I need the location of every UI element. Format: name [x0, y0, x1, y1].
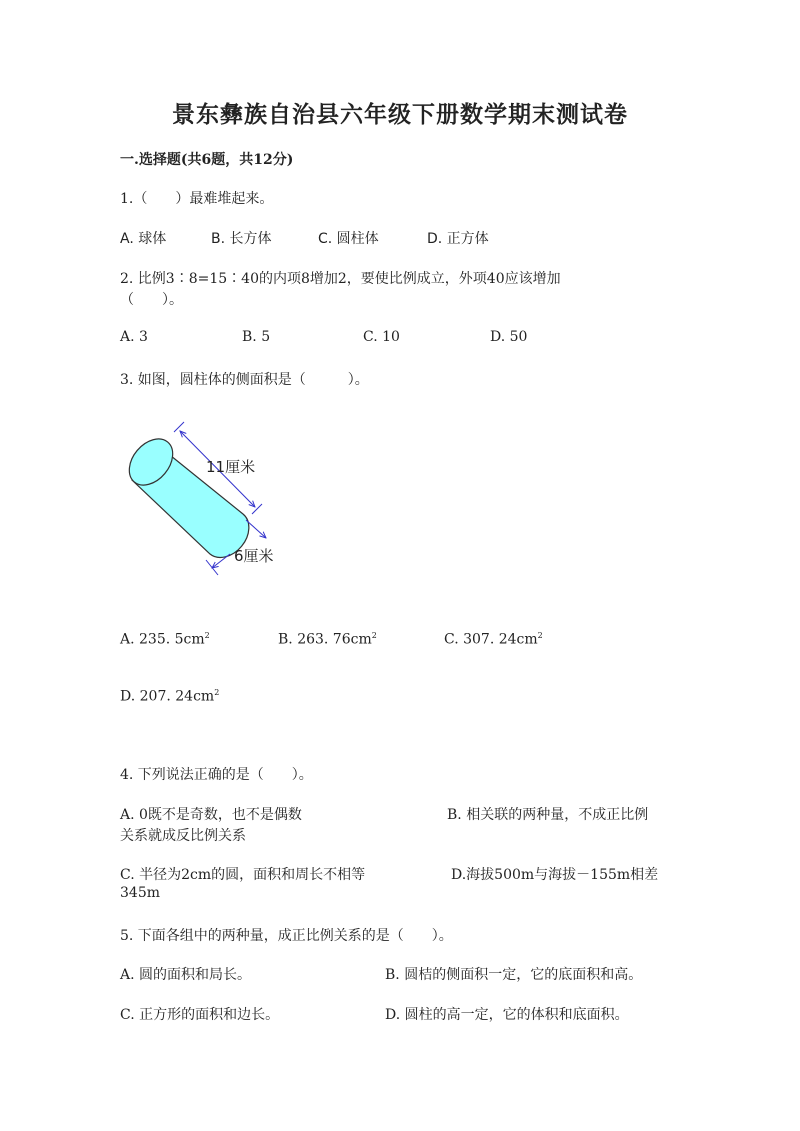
- diameter-label: 6厘米: [234, 547, 274, 565]
- question-4-stem: 4. 下列说法正确的是（ ）。: [120, 767, 313, 783]
- question-4-option-b: B. 相关联的两种量，不成正比例: [447, 807, 649, 823]
- question-3-stem: 3. 如图，圆柱体的侧面积是（ ）。: [120, 372, 369, 388]
- question-3-option-c: C. 307. $24cm^2$: [444, 631, 543, 648]
- question-2-option-b: B. 5: [242, 329, 271, 345]
- question-2-stem-continued: （ ）。: [120, 292, 183, 308]
- question-1-stem: 1.（ ）最难堆起来。: [120, 191, 274, 207]
- question-5-option-d: D. 圆柱的高一定，它的体积和底面积。: [385, 1007, 629, 1023]
- question-5-option-b: B. 圆桔的侧面积一定，它的底面积和高。: [385, 967, 643, 983]
- section-heading: 一.选择题(共6题，共12分): [120, 152, 294, 168]
- question-4-option-d-continued: 345m: [120, 885, 160, 901]
- question-1-option-b: B. 长方体: [211, 231, 272, 247]
- question-3-option-d: D. 207. $24cm^2$: [120, 688, 220, 705]
- question-2-option-d: D. 50: [490, 329, 528, 345]
- length-label: 11厘米: [206, 458, 256, 476]
- question-1-option-a: A. 球体: [120, 231, 167, 247]
- question-4-option-b-continued: 关系就成反比例关系: [120, 828, 246, 844]
- question-2-option-a: A. 3: [120, 329, 148, 345]
- page-title: 景东彝族自治县六年级下册数学期末测试卷: [172, 101, 628, 128]
- question-4-option-d: D.海拔500m与海拔－155m相差: [451, 867, 659, 883]
- cylinder-figure: [118, 420, 298, 590]
- question-2-option-c: C. 10: [363, 329, 400, 345]
- question-1-option-d: D. 正方体: [427, 231, 489, 247]
- question-3-option-a: A. 235. $5cm^2$: [120, 631, 210, 648]
- question-4-option-a: A. 0既不是奇数，也不是偶数: [120, 807, 302, 823]
- cylinder-body: [120, 431, 248, 558]
- question-5-option-a: A. 圆的面积和局长。: [120, 967, 252, 983]
- question-2-stem: 2. 比例3∶8=15∶40的内项8增加2，要使比例成立，外项40应该增加: [120, 271, 561, 287]
- question-1-option-c: C. 圆柱体: [318, 231, 379, 247]
- question-3-option-b: B. 263. $76cm^2$: [278, 631, 377, 648]
- question-5-option-c: C. 正方形的面积和边长。: [120, 1007, 280, 1023]
- question-5-stem: 5. 下面各组中的两种量，成正比例关系的是（ ）。: [120, 928, 453, 944]
- question-4-option-c: C. 半径为2cm的圆，面积和周长不相等: [120, 867, 366, 883]
